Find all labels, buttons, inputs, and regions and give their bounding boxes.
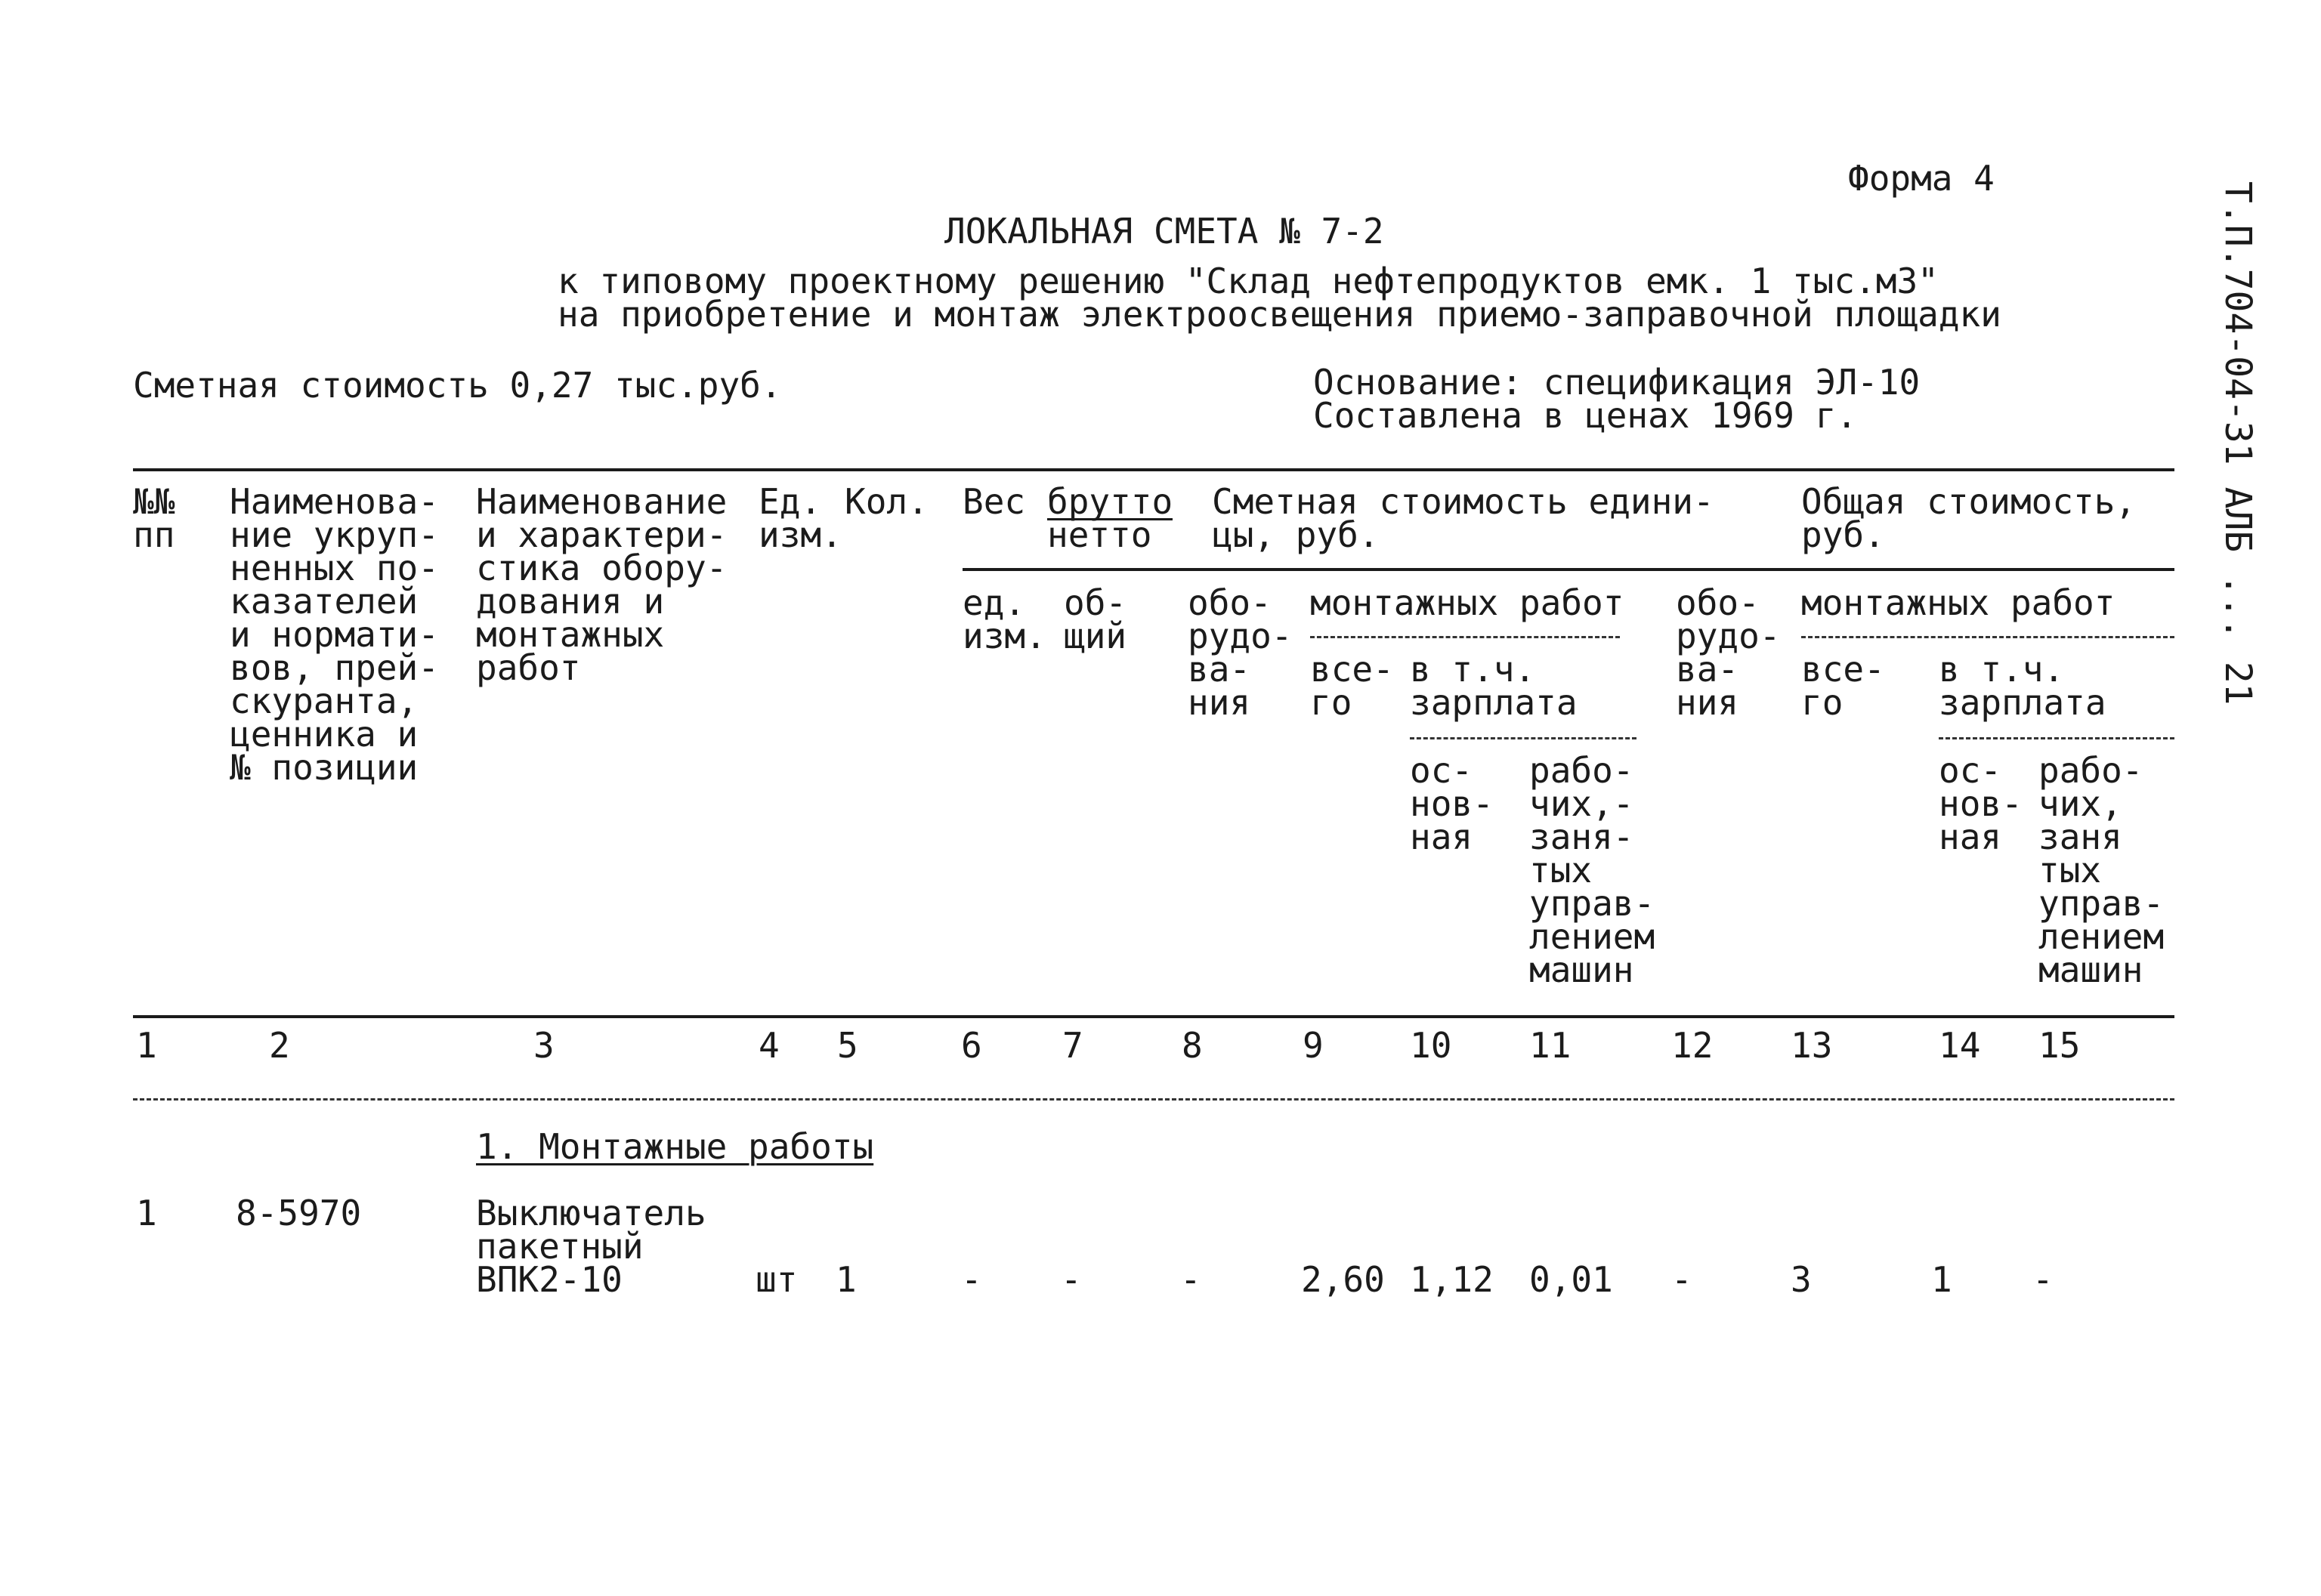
header-col-12: обо- рудо- ва- ния [1676, 582, 1781, 723]
row-name: Выключатель пакетный ВПК2-10 [476, 1193, 706, 1300]
header-brutto: брутто [1047, 481, 1173, 522]
header-col-3: Наименование и характери- стика обору- дования и монтажных работ [476, 481, 728, 688]
column-number: 4 [759, 1025, 780, 1066]
side-code: Т.П.704-04-31 АЛБ ... 21 [2217, 181, 2259, 705]
row-equipment-total: - [1671, 1259, 1692, 1300]
subheader-rule [963, 568, 2174, 571]
document-title: ЛОКАЛЬНАЯ СМЕТА № 7-2 [944, 211, 1384, 252]
header-col-2: Наименова- ние укруп- ненных по- казателей и нормати- вов, прей- скуранта, ценника и № позиции [230, 481, 439, 788]
header-col-5: Кол. [845, 481, 929, 522]
header-col-15: рабо- чих, заня тых управ- лением машин [2038, 750, 2165, 990]
row-qty: 1 [836, 1259, 857, 1300]
column-number: 11 [1529, 1025, 1572, 1066]
number-row-rule [133, 1098, 2174, 1101]
row-zarp-mach-total: - [2032, 1259, 2054, 1300]
header-unit-cost: Сметная стоимость едини- цы, руб. [1212, 481, 1714, 555]
column-number: 14 [1939, 1025, 1981, 1066]
column-number: 15 [2038, 1025, 2081, 1066]
header-total-cost: Общая стоимость, руб. [1801, 481, 2137, 555]
table-top-rule [133, 468, 2174, 471]
mont-total-rule [1801, 636, 2174, 638]
header-col-7: об- щий [1064, 582, 1127, 656]
row-mont-total: 3 [1791, 1259, 1812, 1300]
column-number: 10 [1410, 1025, 1452, 1066]
header-col-9: все- го [1310, 649, 1394, 723]
row-unit: шт [756, 1259, 798, 1300]
header-col-11: рабо- чих,- заня- тых управ- лением машин [1529, 750, 1655, 990]
header-col-14: ос- нов- ная [1939, 750, 2023, 857]
basis: Основание: спецификация ЭЛ-10 [1313, 362, 1921, 403]
form-number: Форма 4 [1848, 158, 1995, 199]
header-netto: нетто [1047, 514, 1152, 555]
column-number: 13 [1791, 1025, 1833, 1066]
row-zarp-main-unit: 1,12 [1410, 1259, 1494, 1300]
header-col-10: ос- нов- ная [1410, 750, 1494, 857]
column-number: 7 [1062, 1025, 1083, 1066]
section-title: 1. Монтажные работы [476, 1126, 874, 1167]
row-weight-unit: - [961, 1259, 982, 1300]
row-weight-total: - [1061, 1259, 1082, 1300]
header-bottom-rule [133, 1015, 2174, 1018]
header-col-4: Ед. изм. [759, 481, 842, 555]
column-number: 5 [837, 1025, 858, 1066]
column-number: 3 [533, 1025, 555, 1066]
column-number: 1 [136, 1025, 157, 1066]
header-col-1: №№ пп [133, 481, 175, 555]
estimated-cost: Сметная стоимость 0,27 тыс.руб. [133, 365, 782, 406]
column-number: 6 [961, 1025, 982, 1066]
column-number: 9 [1303, 1025, 1324, 1066]
row-number: 1 [136, 1193, 157, 1233]
row-code: 8-5970 [236, 1193, 362, 1233]
row-mont-total-unit: 2,60 [1301, 1259, 1385, 1300]
header-col-6: ед. изм. [963, 582, 1046, 656]
prices-year: Составлена в ценах 1969 г. [1313, 395, 1858, 436]
row-zarp-mach-unit: 0,01 [1529, 1259, 1613, 1300]
column-number: 2 [269, 1025, 290, 1066]
subtitle-line-2: на приобретение и монтаж электроосвещения приемо-заправочной площадки [558, 294, 2001, 335]
zarp-total-rule [1939, 737, 2174, 739]
header-zarp-total: в т.ч. зарплата [1939, 649, 2106, 723]
row-equipment-unit: - [1180, 1259, 1201, 1300]
column-number: 8 [1182, 1025, 1203, 1066]
zarp-unit-rule [1410, 737, 1636, 739]
subtitle-line-1: к типовому проектному решению "Склад нефтепродуктов емк. 1 тыс.м3" [558, 261, 1939, 301]
mont-unit-rule [1310, 636, 1620, 638]
header-mont-unit: монтажных работ [1310, 582, 1624, 623]
header-mont-total: монтажных работ [1801, 582, 2115, 623]
header-weight: Вес [963, 481, 1026, 522]
header-col-8: обо- рудо- ва- ния [1188, 582, 1293, 723]
row-zarp-main-total: 1 [1931, 1259, 1952, 1300]
column-number: 12 [1671, 1025, 1714, 1066]
header-col-13: все- го [1801, 649, 1885, 723]
header-zarp-unit: в т.ч. зарплата [1410, 649, 1578, 723]
